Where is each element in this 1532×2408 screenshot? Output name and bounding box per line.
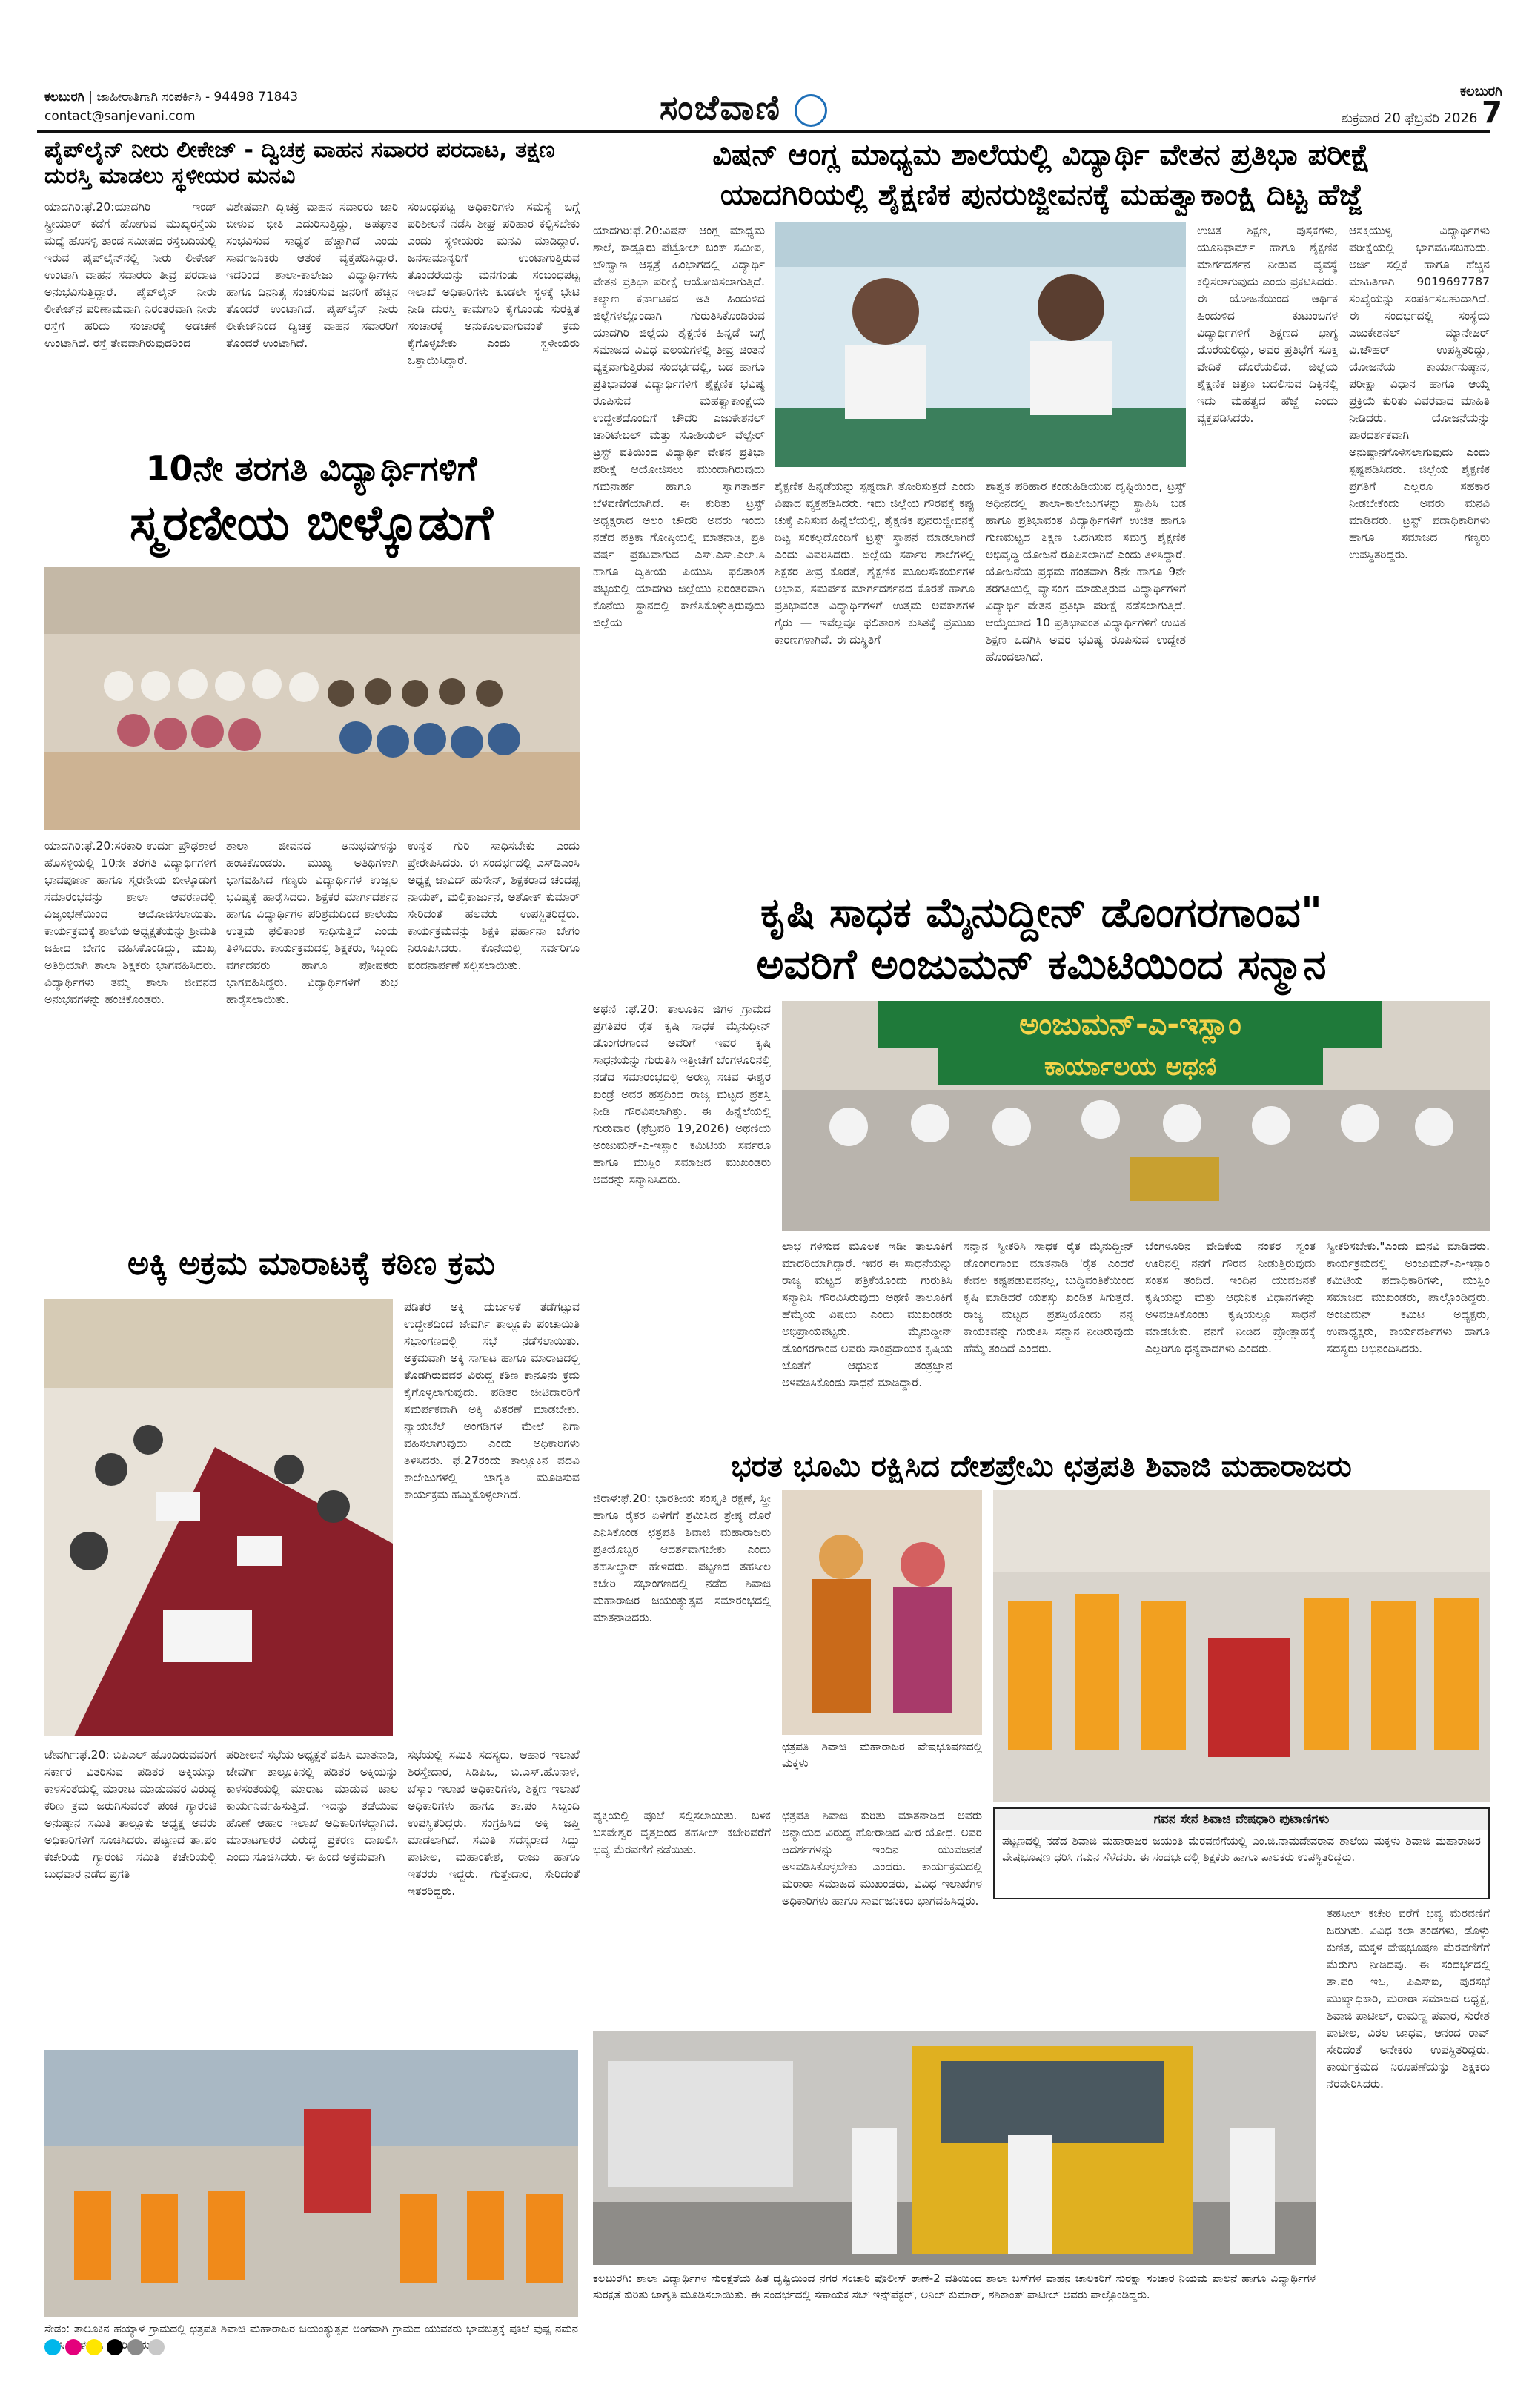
pipeline-col-3: ಸಂಬಂಧಪಟ್ಟ ಅಧಿಕಾರಿಗಳು ಸಮಸ್ಯೆ ಬಗ್ಗೆ ಪರಿಶೀಲನೆ ನಡೆಸಿ ಶೀಘ್ರ ಪರಿಹಾರ ಕಲ್ಪಿಸಬೇಕು ಎಂದು ಸ್ಥಳೀಯರು ಮನವಿ ಮಾಡಿದ್ದಾರೆ. ಜನಸಾಮಾನ್ಯರಿಗೆ ಉಂಟಾಗುತ್ತಿರುವ ತೊಂದರೆಯನ್ನು ಮನಗಂಡು ಸಂಬಂಧಪಟ್ಟ ಇಲಾಖೆ ಅಧಿಕಾರಿಗಳು ಕೂಡಲೇ ಸ್ಥಳಕ್ಕೆ ಭೇಟಿ ನೀಡಿ ದುರಸ್ತಿ ಕಾಮಗಾರಿ ಕೈಗೊಂಡು ಸುರಕ್ಷಿತ ಸಂಚಾರಕ್ಕೆ ಅನುಕೂಲವಾಗುವಂತೆ ಕ್ರಮ ಕೈಗೊಳ್ಳಬೇಕು ಎಂದು ಸ್ಥಳೀಯರು ಒತ್ತಾಯಿಸಿದ್ದಾರೆ. [408, 200, 580, 367]
shivaji-headline: ಭರತ ಭೂಮಿ ರಕ್ಷಿಸಿದ ದೇಶಪ್ರೇಮಿ ಛತ್ರಪತಿ ಶಿವಾಜಿ ಮಹಾರಾಜರು [731, 1449, 1352, 1484]
globe-icon [795, 94, 827, 127]
school-bus-caption: ಕಲಬುರಗಿ: ಶಾಲಾ ವಿದ್ಯಾರ್ಥಿಗಳ ಸುರಕ್ಷತೆಯ ಹಿತ ದೃಷ್ಟಿಯಿಂದ ನಗರ ಸಂಚಾರಿ ಪೊಲೀಸ್ ಠಾಣೆ-2 ವತಿಯಿಂದ ಶಾಲಾ ಬಸ್‌ಗಳ ವಾಹನ ಚಾಲಕರಿಗೆ ಸುರಕ್ಷಾ ಸಂಚಾರ ನಿಯಮ ಪಾಲನೆ ಹಾಗೂ ವಿದ್ಯಾರ್ಥಿಗಳ ಸುರಕ್ಷತೆ ಕುರಿತು ಜಾಗೃತಿ ಮೂಡಿಸಲಾಯಿತು. ಈ ಸಂದರ್ಭದಲ್ಲಿ ಸಹಾಯಕ ಸಬ್ ಇನ್ಸ್‌ಪೆಕ್ಟರ್, ಅನಿಲ್ ಕುಮಾರ್, ಶಶಿಕಾಂತ್ ಪಾಟೀಲ್ ಅವರು ಪಾಲ್ಗೊಂಡಿದ್ದರು. [593, 2272, 1316, 2301]
shivaji-kids-caption: ಛತ್ರಪತಿ ಶಿವಾಜಿ ಮಹಾರಾಜರ ವೇಷಭೂಷಣದಲ್ಲಿ ಮಕ್ಕಳು [782, 1740, 982, 1770]
krishi-col-3: ಸನ್ಮಾನ ಸ್ವೀಕರಿಸಿ ಸಾಧಕ ರೈತ ಮೈನುದ್ದೀನ್ ಡೊಂಗರಗಾಂವ ಮಾತನಾಡಿ 'ರೈತ ಎಂದರೆ ಕೇವಲ ಕಷ್ಟಪಡುವವನಲ್ಲ, ಬುದ್ಧಿವಂತಿಕೆಯಿಂದ ಕೃಷಿ ಮಾಡಿದರೆ ಯಶಸ್ಸು ಖಂಡಿತ ಸಿಗುತ್ತದೆ. ರಾಜ್ಯ ಮಟ್ಟದ ಪ್ರಶಸ್ತಿಯೊಂದು ನನ್ನ ಕಾಯಕವನ್ನು ಗುರುತಿಸಿ ಸನ್ಮಾನ ನೀಡಿರುವುದು ಹೆಮ್ಮೆ ತಂದಿದೆ ಎಂದರು. [964, 1240, 1134, 1355]
exam-col-5: ಆಸಕ್ತಿಯುಳ್ಳ ವಿದ್ಯಾರ್ಥಿಗಳು ಪರೀಕ್ಷೆಯಲ್ಲಿ ಭಾಗವಹಿಸಬಹುದು. ಅರ್ಜಿ ಸಲ್ಲಿಕೆ ಹಾಗೂ ಹೆಚ್ಚಿನ ಮಾಹಿತಿಗಾಗಿ 9019697787 ಸಂಖ್ಯೆಯನ್ನು ಸಂಪರ್ಕಿಸಬಹುದಾಗಿದೆ. ಈ ಸಂದರ್ಭದಲ್ಲಿ ಸಂಸ್ಥೆಯ ಎಜುಕೇಶನಲ್ ಮ್ಯಾನೇಜರ್ ವಿ.ಜೌಹರ್ ಉಪಸ್ಥಿತರಿದ್ದು, ಯೋಜನೆಯ ಕಾರ್ಯಾನುಷ್ಠಾನ, ಪರೀಕ್ಷಾ ವಿಧಾನ ಹಾಗೂ ಆಯ್ಕೆ ಪ್ರಕ್ರಿಯೆ ಕುರಿತು ವಿವರವಾದ ಮಾಹಿತಿ ನೀಡಿದರು. ಯೋಜನೆಯನ್ನು ಪಾರದರ್ಶಕವಾಗಿ ಅನುಷ್ಠಾನಗೊಳಿಸಲಾಗುವುದು ಎಂದು ಸ್ಪಷ್ಟಪಡಿಸಿದರು. ಜಿಲ್ಲೆಯ ಶೈಕ್ಷಣಿಕ ಪ್ರಗತಿಗೆ ಎಲ್ಲರೂ ಸಹಕಾರ ನೀಡಬೇಕೆಂದು ಅವರು ಮನವಿ ಮಾಡಿದರು. ಟ್ರಸ್ಟ್ ಪದಾಧಿಕಾರಿಗಳು ಹಾಗೂ ಸಮಾಜದ ಗಣ್ಯರು ಉಪಸ್ಥಿತರಿದ್ದರು. [1349, 224, 1490, 561]
issue-date: ಶುಕ್ರವಾರ 20 ಫೆಬ್ರವರಿ 2026 [1341, 110, 1478, 126]
masthead [0, 0, 1532, 141]
meeting-photo [44, 1299, 393, 1736]
logo-text: ಸಂಜೆವಾಣಿ [660, 87, 781, 128]
shivaji-caption-title: ಗವನ ಸೇನೆ ಶಿವಾಜಿ ವೇಷಧಾರಿ ಪುಟಾಣಿಗಳು [995, 1809, 1488, 1830]
advert-contact: ಜಾಹೀರಾತಿಗಾಗಿ ಸಂಪರ್ಕಿಸಿ - 94498 71843 [96, 90, 299, 105]
honor-headline-2: ಸ್ಮರಣೀಯ ಬೀಳ್ಕೊಡುಗೆ [130, 494, 493, 552]
exam-col-2: ಶೈಕ್ಷಣಿಕ ಹಿನ್ನಡೆಯನ್ನು ಸ್ಪಷ್ಟವಾಗಿ ತೋರಿಸುತ್ತದೆ ಎಂದು ವಿಷಾದ ವ್ಯಕ್ತಪಡಿಸಿದರು. ಇದು ಜಿಲ್ಲೆಯ ಗೌರವಕ್ಕೆ ಕಪ್ಪು ಚುಕ್ಕೆ ಎನಿಸುವ ಹಿನ್ನೆಲೆಯಲ್ಲಿ, ಶೈಕ್ಷಣಿಕ ಪುನರುಜ್ಜೀವನಕ್ಕೆ ದಿಟ್ಟ ಸಂಕಲ್ಪದೊಂದಿಗೆ ಟ್ರಸ್ಟ್ ಸ್ಥಾಪನೆ ಮಾಡಲಾಗಿದೆ ಎಂದು ವಿವರಿಸಿದರು. ಜಿಲ್ಲೆಯ ಸರ್ಕಾರಿ ಶಾಲೆಗಳಲ್ಲಿ ಶಿಕ್ಷಕರ ತೀವ್ರ ಕೊರತೆ, ಶೈಕ್ಷಣಿಕ ಮೂಲಸೌಕರ್ಯಗಳ ಅಭಾವ, ಸಮರ್ಪಕ ಮಾರ್ಗದರ್ಶನದ ಕೊರತೆ ಹಾಗೂ ಪ್ರತಿಭಾವಂತ ವಿದ್ಯಾರ್ಥಿಗಳಿಗೆ ಉತ್ತಮ ಅವಕಾಶಗಳ ಗೈರು — ಇವೆಲ್ಲವೂ ಫಲಿತಾಂಶ ಕುಸಿತಕ್ಕೆ ಪ್ರಮುಖ ಕಾರಣಗಳಾಗಿವೆ. ಈ ದುಸ್ಥಿತಿಗೆ [775, 480, 975, 646]
dot-light-grey [148, 2339, 165, 2355]
registration-dots [44, 2339, 169, 2358]
sedam-illustration [44, 2050, 578, 2317]
kids-costume-illustration [782, 1490, 982, 1735]
exam-headline-2: ಯಾದಗಿರಿಯಲ್ಲಿ ಶೈಕ್ಷಣಿಕ ಪುನರುಜ್ಜೀವನಕ್ಕೆ ಮಹತ್ವಾಕಾಂಕ್ಷಿ ದಿಟ್ಟ ಹೆಜ್ಜೆ [720, 178, 1363, 212]
edition-label: ಕಲಬುರಗಿ [44, 90, 84, 105]
rice-col-3: ಸಭೆಯಲ್ಲಿ ಸಮಿತಿ ಸದಸ್ಯರು, ಆಹಾರ ಇಲಾಖೆ ಶಿರಸ್ತೇದಾರ, ಸಿಡಿಪಿಒ, ಬಿ.ಎಸ್.ಹೊನಾಳ, ಬೆಸ್ಕಾಂ ಇಲಾಖೆ ಅಧಿಕಾರಿಗಳು, ಶಿಕ್ಷಣ ಇಲಾಖೆ ಅಧಿಕಾರಿಗಳು ಹಾಗೂ ತಾ.ಪಂ ಸಿಬ್ಬಂದಿ ಉಪಸ್ಥಿತರಿದ್ದರು. ಸಂಗ್ರಹಿಸಿದ ಅಕ್ಕಿ ಜಪ್ತಿ ಮಾಡಲಾಗಿದೆ. ಸಮಿತಿ ಸದಸ್ಯರಾದ ಸಿದ್ದು ಪಾಟೀಲ, ಮಹಾಂತೇಶ, ರಾಜು ಹಾಗೂ ಇತರರು ಇದ್ದರು. ಗುತ್ತೇದಾರ, ಸೇರಿದಂತೆ ಇತರರಿದ್ದರು. [408, 1748, 580, 1898]
page-number: 7 [1482, 96, 1502, 130]
shivaji-col-1b: ವ್ಯಕ್ತಿಯಲ್ಲಿ ಪೂಜೆ ಸಲ್ಲಿಸಲಾಯಿತು. ಬಳಿಕ ಬಸವೇಶ್ವರ ವೃತ್ತದಿಂದ ತಹಸೀಲ್ ಕಚೇರಿವರೆಗೆ ಭವ್ಯ ಮೆರವಣಿಗೆ ನಡೆಯಿತು. [593, 1809, 771, 1856]
honor-col-1: ಯಾದಗಿರಿ:ಫೆ.20:ಸರಕಾರಿ ಉರ್ದು ಪ್ರೌಢಶಾಲೆ ಹೊಸಳ್ಳಿಯಲ್ಲಿ 10ನೇ ತರಗತಿ ವಿದ್ಯಾರ್ಥಿಗಳಿಗೆ ಭಾವಪೂರ್ಣ ಹಾಗೂ ಸ್ಮರಣೀಯ ಬೀಳ್ಕೊಡುಗೆ ಸಮಾರಂಭವನ್ನು ಶಾಲಾ ಆವರಣದಲ್ಲಿ ವಿಜೃಂಭಣೆಯಿಂದ ಆಯೋಜಿಸಲಾಯಿತು. ಕಾರ್ಯಕ್ರಮಕ್ಕೆ ಶಾಲೆಯ ಅಧ್ಯಕ್ಷತೆಯನ್ನು ಶ್ರೀಮತಿ ಜಹೀದ ಬೇಗಂ ವಹಿಸಿಕೊಂಡಿದ್ದು, ಮುಖ್ಯ ಅತಿಥಿಯಾಗಿ ಶಾಲಾ ಶಿಕ್ಷಕರು ಭಾಗವಹಿಸಿದರು. ವಿದ್ಯಾರ್ಥಿಗಳು ತಮ್ಮ ಶಾಲಾ ಜೀವನದ ಅನುಭವಗಳನ್ನು ಹಂಚಿಕೊಂಡರು. [44, 839, 216, 1006]
pipeline-col-2: ವಿಶೇಷವಾಗಿ ದ್ವಿಚಕ್ರ ವಾಹನ ಸವಾರರು ಜಾರಿ ಬೀಳುವ ಭೀತಿ ಎದುರಿಸುತ್ತಿದ್ದು, ಅಪಘಾತ ಸಂಭವಿಸುವ ಸಾಧ್ಯತೆ ಹೆಚ್ಚಾಗಿದೆ ಎಂದು ಸಾರ್ವಜನಿಕರು ಆತಂಕ ವ್ಯಕ್ತಪಡಿಸಿದ್ದಾರೆ. ಇದರಿಂದ ಶಾಲಾ-ಕಾಲೇಜು ವಿದ್ಯಾರ್ಥಿಗಳು ಹಾಗೂ ದಿನನಿತ್ಯ ಸಂಚರಿಸುವ ಜನರಿಗೆ ಹೆಚ್ಚಿನ ತೊಂದರೆ ಉಂಟಾಗಿದೆ. ಪೈಪ್‌ಲೈನ್ ನೀರು ಲೀಕೇಜ್‌ನಿಂದ ದ್ವಿಚಕ್ರ ವಾಹನ ಸವಾರರಿಗೆ ತೊಂದರೆ ಉಂಟಾಗಿದೆ. [226, 200, 398, 350]
krishi-headline-1: ಕೃಷಿ ಸಾಧಕ ಮೈನುದ್ದೀನ್ ಡೊಂಗರಗಾಂವ" [760, 889, 1323, 937]
newspaper-logo [660, 87, 827, 129]
krishi-col-5: ಸ್ವೀಕರಿಸಬೇಕು."ಎಂದು ಮನವಿ ಮಾಡಿದರು. ಕಾರ್ಯಕ್ರಮದಲ್ಲಿ ಅಂಜುಮನ್-ಎ-ಇಸ್ಲಾಂ ಕಮಿಟಿಯ ಪದಾಧಿಕಾರಿಗಳು, ಮುಸ್ಲಿಂ ಸಮಾಜದ ಮುಖಂಡರು, ಪಾಲ್ಗೊಂಡಿದ್ದರು. ಅಂಜುಮನ್ ಕಮಿಟಿ ಅಧ್ಯಕ್ಷರು, ಉಪಾಧ್ಯಕ್ಷರು, ಕಾರ್ಯದರ್ಶಿಗಳು ಹಾಗೂ ಸದಸ್ಯರು ಅಭಿನಂದಿಸಿದರು. [1327, 1240, 1490, 1355]
dot-magenta [65, 2339, 82, 2355]
sedam-caption: ಸೇಡಂ: ತಾಲೂಕಿನ ಹಯ್ಯಾಳ ಗ್ರಾಮದಲ್ಲಿ ಛತ್ರಪತಿ ಶಿವಾಜಿ ಮಹಾರಾಜರ ಜಯಂತ್ಯುತ್ಸವ ಅಂಗವಾಗಿ ಗ್ರಾಮದ ಯುವಕರು ಭಾವಚಿತ್ರಕ್ಕೆ ಪೂಜೆ ಪುಷ್ಪ ನಮನ [44, 2322, 578, 2335]
shivaji-caption-text: ಪಟ್ಟಣದಲ್ಲಿ ನಡೆದ ಶಿವಾಜಿ ಮಹಾರಾಜರ ಜಯಂತಿ ಮೆರವಣಿಗೆಯಲ್ಲಿ ಎಂ.ಜಿ.ನಾಮದೇವರಾವ ಶಾಲೆಯ ಮಕ್ಕಳು ಶಿವಾಜಿ ಮಹಾರಾಜರ ವೇಷಭೂಷಣ ಧರಿಸಿ ಗಮನ ಸೆಳೆದರು. ಈ ಸಂದರ್ಭದಲ್ಲಿ ಶಿಕ್ಷಕರು ಹಾಗೂ ಪಾಲಕರು ಉಪಸ್ಥಿತರಿದ್ದರು. [1002, 1834, 1481, 1864]
krishi-col-2: ಲಾಭ ಗಳಿಸುವ ಮೂಲಕ ಇಡೀ ತಾಲೂಕಿಗೆ ಮಾದರಿಯಾಗಿದ್ದಾರೆ. ಇವರ ಈ ಸಾಧನೆಯನ್ನು ರಾಜ್ಯ ಮಟ್ಟದ ಪತ್ರಿಕೆಯೊಂದು ಗುರುತಿಸಿ ಸನ್ಮಾನಿಸಿ ಗೌರವಿಸಿರುವುದು ಅಥಣಿ ತಾಲೂಕಿಗೆ ಹೆಮ್ಮೆಯ ವಿಷಯ ಎಂದು ಮುಖಂಡರು ಅಭಿಪ್ರಾಯಪಟ್ಟರು. ಮೈನುದ್ದೀನ್ ಡೊಂಗರಗಾಂವ ಅವರು ಸಾಂಪ್ರದಾಯಿಕ ಕೃಷಿಯ ಜೊತೆಗೆ ಆಧುನಿಕ ತಂತ್ರಜ್ಞಾನ ಅಳವಡಿಸಿಕೊಂಡು ಸಾಧನೆ ಮಾಡಿದ್ದಾರೆ. [782, 1240, 952, 1389]
sedam-shivaji-photo [44, 2050, 578, 2317]
krishi-headline-2: ಅವರಿಗೆ ಅಂಜುಮನ್ ಕಮಿಟಿಯಿಂದ ಸನ್ಮಾನ [756, 941, 1327, 989]
masthead-rule [37, 130, 1490, 133]
honor-col-3: ಉನ್ನತ ಗುರಿ ಸಾಧಿಸಬೇಕು ಎಂದು ಪ್ರೇರೇಪಿಸಿದರು. ಈ ಸಂದರ್ಭದಲ್ಲಿ ಎಸ್‌ಡಿಎಂಸಿ ಅಧ್ಯಕ್ಷ ಜಾವಿದ್ ಹುಸೇನ್, ಶಿಕ್ಷಕರಾದ ಚಂದಪ್ಪ ನಾಯಕ್, ಮಲ್ಲಿಕಾರ್ಜುನ, ಅಶೋಕ್ ಕುಮಾರ್ ಸೇರಿದಂತೆ ಹಲವರು ಉಪಸ್ಥಿತರಿದ್ದರು. ಕಾರ್ಯಕ್ರಮವನ್ನು ಶಿಕ್ಷಕಿ ಫರ್ಹಾನಾ ಬೇಗಂ ನಿರೂಪಿಸಿದರು. ಕೊನೆಯಲ್ಲಿ ಸರ್ವರಿಗೂ ವಂದನಾರ್ಪಣೆ ಸಲ್ಲಿಸಲಾಯಿತು. [408, 839, 580, 972]
anjuman-honor-photo [782, 1001, 1490, 1231]
dot-yellow [86, 2339, 102, 2355]
masthead-left: ಕಲಬುರಗಿ | ಜಾಹೀರಾತಿಗಾಗಿ ಸಂಪರ್ಕಿಸಿ - 94498 71843 contact@sanjevani.com [44, 87, 298, 126]
shivaji-procession-photo [993, 1490, 1490, 1802]
krishi-col-4: ಬೆಂಗಳೂರಿನ ವೇದಿಕೆಯ ನಂತರ ಸ್ವಂತ ಊರಿನಲ್ಲಿ ನನಗೆ ಗೌರವ ನೀಡುತ್ತಿರುವುದು ಸಂತಸ ತಂದಿದೆ. ಇಂದಿನ ಯುವಜನತೆ ಕೃಷಿಯನ್ನು ಮತ್ತು ಆಧುನಿಕ ವಿಧಾನಗಳನ್ನು ಅಳವಡಿಸಿಕೊಂಡು ಕೃಷಿಯಲ್ಲೂ ಸಾಧನೆ ಮಾಡಬೇಕು. ನನಗೆ ನೀಡಿದ ಪ್ರೋತ್ಸಾಹಕ್ಕೆ ಎಲ್ಲರಿಗೂ ಧನ್ಯವಾದಗಳು ಎಂದರು. [1145, 1240, 1316, 1355]
students-group-photo [44, 567, 580, 830]
pipeline-col-1: ಯಾದಗಿರಿ:ಫೆ.20:ಯಾದಗಿರಿ ಇಂಡ್ ಸ್ಟ್ರೀಯಾರ್ ಕಡೆಗೆ ಹೋಗುವ ಮುಖ್ಯರಸ್ತೆಯ ಮಧ್ಯೆ ಹೊಸಳ್ಳಿ ತಾಂಡ ಸಮೀಪದ ರಸ್ತೆಬದಿಯಲ್ಲಿ ಇರುವ ಪೈಪ್‌ಲೈನ್‌ನಲ್ಲಿ ನೀರು ಲೀಕೇಜ್ ಉಂಟಾಗಿ ವಾಹನ ಸವಾರರು ತೀವ್ರ ಪರದಾಟ ಅನುಭವಿಸುತ್ತಿದ್ದಾರೆ. ಪೈಪ್‌ಲೈನ್ ನೀರು ಲೀಕೇಜ್‌ನ ಪರಿಣಾಮವಾಗಿ ನಿರಂತರವಾಗಿ ನೀರು ರಸ್ತೆಗೆ ಹರಿದು ಸಂಚಾರಕ್ಕೆ ಅಡಚಣೆ ಉಂಟಾಗಿದೆ. ರಸ್ತೆ ತೇವವಾಗಿರುವುದರಿಂದ [44, 200, 216, 350]
dot-grey [127, 2339, 144, 2355]
shivaji-col-right: ತಹಸೀಲ್ ಕಚೇರಿ ವರೆಗೆ ಭವ್ಯ ಮೆರವಣಿಗೆ ಜರುಗಿತು. ವಿವಿಧ ಕಲಾ ತಂಡಗಳು, ಡೊಳ್ಳು ಕುಣಿತ, ಮಕ್ಕಳ ವೇಷಭೂಷಣ ಮೆರವಣಿಗೆಗೆ ಮೆರುಗು ನೀಡಿದವು. ಈ ಸಂದರ್ಭದಲ್ಲಿ ತಾ.ಪಂ ಇಒ, ಪಿಎಸ್‌ಐ, ಪುರಸಭೆ ಮುಖ್ಯಾಧಿಕಾರಿ, ಮರಾಠಾ ಸಮಾಜದ ಅಧ್ಯಕ್ಷ, ಶಿವಾಜಿ ಪಾಟೀಲ್, ರಾಮಣ್ಣ ಪವಾರ, ಸುರೇಶ ಪಾಟೀಲ, ವಿಠಲ ಜಾಧವ, ಆನಂದ ರಾವ್ ಸೇರಿದಂತೆ ಅನೇಕರು ಉಪಸ್ಥಿತರಿದ್ದರು. ಕಾರ್ಯಕ್ರಮದ ನಿರೂಪಣೆಯನ್ನು ಶಿಕ್ಷಕರು ನೆರವೇರಿಸಿದರು. [1327, 1907, 1490, 2091]
shivaji-col-2: ಛತ್ರಪತಿ ಶಿವಾಜಿ ಕುರಿತು ಮಾತನಾಡಿದ ಅವರು ಅನ್ಯಾಯದ ವಿರುದ್ಧ ಹೋರಾಡಿದ ವೀರ ಯೋಧ. ಅವರ ಆದರ್ಶಗಳನ್ನು ಇಂದಿನ ಯುವಜನತೆ ಅಳವಡಿಸಿಕೊಳ್ಳಬೇಕು ಎಂದರು. ಕಾರ್ಯಕ್ರಮದಲ್ಲಿ ಮರಾಠಾ ಸಮಾಜದ ಮುಖಂಡರು, ವಿವಿಧ ಇಲಾಖೆಗಳ ಅಧಿಕಾರಿಗಳು ಹಾಗೂ ಸಾರ್ವಜನಿಕರು ಭಾಗವಹಿಸಿದ್ದರು. [782, 1809, 982, 1908]
exam-col-4: ಉಚಿತ ಶಿಕ್ಷಣ, ಪುಸ್ತಕಗಳು, ಯೂನಿಫಾರ್ಮ್ ಹಾಗೂ ಶೈಕ್ಷಣಿಕ ಮಾರ್ಗದರ್ಶನ ನೀಡುವ ವ್ಯವಸ್ಥೆ ಕಲ್ಪಿಸಲಾಗುವುದು ಎಂದು ಪ್ರಕಟಿಸಿದರು. ಈ ಯೋಜನೆಯಿಂದ ಆರ್ಥಿಕ ಹಿಂದುಳಿದ ಕುಟುಂಬಗಳ ವಿದ್ಯಾರ್ಥಿಗಳಿಗೆ ಶಿಕ್ಷಣದ ಭಾಗ್ಯ ದೊರೆಯಲಿದ್ದು, ಅವರ ಪ್ರತಿಭೆಗೆ ಸೂಕ್ತ ವೇದಿಕೆ ದೊರೆಯಲಿದೆ. ಜಿಲ್ಲೆಯ ಶೈಕ್ಷಣಿಕ ಚಿತ್ರಣ ಬದಲಿಸುವ ದಿಕ್ಕಿನಲ್ಲಿ ಇದು ಮಹತ್ವದ ಹೆಜ್ಜೆ ಎಂದು ವ್ಯಕ್ತಪಡಿಸಿದರು. [1197, 224, 1338, 425]
rice-side-col: ಪಡಿತರ ಅಕ್ಕಿ ದುರ್ಬಳಕೆ ತಡೆಗಟ್ಟುವ ಉದ್ದೇಶದಿಂದ ಜೇವರ್ಗಿ ತಾಲ್ಲೂಕು ಪಂಚಾಯಿತಿ ಸಭಾಂಗಣದಲ್ಲಿ ಸಭೆ ನಡೆಸಲಾಯಿತು. ಅಕ್ರಮವಾಗಿ ಅಕ್ಕಿ ಸಾಗಾಟ ಹಾಗೂ ಮಾರಾಟದಲ್ಲಿ ತೊಡಗಿರುವವರ ವಿರುದ್ಧ ಕಠಿಣ ಕಾನೂನು ಕ್ರಮ ಕೈಗೊಳ್ಳಲಾಗುವುದು. ಪಡಿತರ ಚೀಟಿದಾರರಿಗೆ ಸಮರ್ಪಕವಾಗಿ ಅಕ್ಕಿ ವಿತರಣೆ ಮಾಡಬೇಕು. ನ್ಯಾಯಬೆಲೆ ಅಂಗಡಿಗಳ ಮೇಲೆ ನಿಗಾ ವಹಿಸಲಾಗುವುದು ಎಂದು ಅಧಿಕಾರಿಗಳು ತಿಳಿಸಿದರು. ಫೆ.27ರಂದು ತಾಲ್ಲೂಕಿನ ಪದವಿ ಕಾಲೇಜುಗಳಲ್ಲಿ ಜಾಗೃತಿ ಮೂಡಿಸುವ ಕಾರ್ಯಕ್ರಮ ಹಮ್ಮಿಕೊಳ್ಳಲಾಗಿದೆ. [404, 1300, 580, 1501]
krishi-col-1: ಅಥಣಿ :ಫೆ.20: ತಾಲೂಕಿನ ಜಿಗಳ ಗ್ರಾಮದ ಪ್ರಗತಿಪರ ರೈತ ಕೃಷಿ ಸಾಧಕ ಮೈನುದ್ದೀನ್ ಡೊಂಗರಗಾಂವ ಅವರಿಗೆ ಇವರ ಕೃಷಿ ಸಾಧನೆಯನ್ನು ಗುರುತಿಸಿ ಇತ್ತೀಚೆಗೆ ಬೆಂಗಳೂರಿನಲ್ಲಿ ನಡೆದ ಸಮಾರಂಭದಲ್ಲಿ ಅರಣ್ಯ ಸಚಿವ ಈಶ್ವರ ಖಂಡ್ರೆ ಅವರ ಹಸ್ತದಿಂದ ರಾಜ್ಯ ಮಟ್ಟದ ಪ್ರಶಸ್ತಿ ನೀಡಿ ಗೌರವಿಸಲಾಗಿತ್ತು. ಈ ಹಿನ್ನೆಲೆಯಲ್ಲಿ ಗುರುವಾರ (ಫೆಬ್ರವರಿ 19,2026) ಅಥಣಿಯ ಅಂಜುಮನ್-ಎ-ಇಸ್ಲಾಂ ಕಮಿಟಿಯ ಸರ್ವರೂ ಹಾಗೂ ಮುಸ್ಲಿಂ ಸಮಾಜದ ಮುಖಂಡರು ಅವರನ್ನು ಸನ್ಮಾನಿಸಿದರು. [593, 1002, 771, 1186]
shivaji-col-1: ಜಿರಾಳ:ಫೆ.20: ಭಾರತೀಯ ಸಂಸ್ಕೃತಿ ರಕ್ಷಣೆ, ಸ್ತ್ರೀ ಹಾಗೂ ರೈತರ ಏಳಿಗೆಗೆ ಶ್ರಮಿಸಿದ ಶ್ರೇಷ್ಠ ದೊರೆ ಎನಿಸಿಕೊಂಡ ಛತ್ರಪತಿ ಶಿವಾಜಿ ಮಹಾರಾಜರು ಪ್ರತಿಯೊಬ್ಬರ ಆದರ್ಶವಾಗಬೇಕು ಎಂದು ತಹಸೀಲ್ದಾರ್ ಹೇಳಿದರು. ಪಟ್ಟಣದ ತಹಸೀಲ ಕಚೇರಿ ಸಭಾಂಗಣದಲ್ಲಿ ನಡೆದ ಶಿವಾಜಿ ಮಹಾರಾಜರ ಜಯಂತ್ಯುತ್ಸವ ಸಮಾರಂಭದಲ್ಲಿ ಮಾತನಾಡಿದರು. [593, 1492, 771, 1624]
exam-press-photo [775, 222, 1186, 467]
anjuman-banner-2: ಕಾರ್ಯಾಲಯ ಅಥಣಿ [938, 1048, 1323, 1085]
meeting-illustration [44, 1299, 393, 1736]
rice-col-2: ಪರಿಶೀಲನೆ ಸಭೆಯ ಅಧ್ಯಕ್ಷತೆ ವಹಿಸಿ ಮಾತನಾಡಿ, ಜೇವರ್ಗಿ ತಾಲ್ಲೂಕಿನಲ್ಲಿ ಪಡಿತರ ಅಕ್ಕಿಯನ್ನು ಕಾಳಸಂತೆಯಲ್ಲಿ ಮಾರಾಟ ಮಾಡುವ ಜಾಲ ಕಾರ್ಯನಿರ್ವಹಿಸುತ್ತಿದೆ. ಇದನ್ನು ತಡೆಯುವ ಹೊಣೆ ಆಹಾರ ಇಲಾಖೆ ಅಧಿಕಾರಿಗಳದ್ದಾಗಿದೆ. ಮಾರಾಟಗಾರರ ವಿರುದ್ಧ ಪ್ರಕರಣ ದಾಖಲಿಸಿ ಎಂದು ಸೂಚಿಸಿದರು. ಈ ಹಿಂದೆ ಅಕ್ರಮವಾಗಿ [226, 1748, 398, 1864]
school-bus-safety-photo [593, 2031, 1316, 2265]
anjuman-banner-1: ಅಂಜುಮನ್-ಎ-ಇಸ್ಲಾಂ [878, 1001, 1382, 1048]
honor-col-2: ಶಾಲಾ ಜೀವನದ ಅನುಭವಗಳನ್ನು ಹಂಚಿಕೊಂಡರು. ಮುಖ್ಯ ಅತಿಥಿಗಳಾಗಿ ಭಾಗವಹಿಸಿದ ಗಣ್ಯರು ವಿದ್ಯಾರ್ಥಿಗಳ ಉಜ್ವಲ ಭವಿಷ್ಯಕ್ಕೆ ಹಾರೈಸಿದರು. ಶಿಕ್ಷಕರ ಮಾರ್ಗದರ್ಶನ ಹಾಗೂ ವಿದ್ಯಾರ್ಥಿಗಳ ಪರಿಶ್ರಮದಿಂದ ಶಾಲೆಯು ಉತ್ತಮ ಫಲಿತಾಂಶ ಸಾಧಿಸುತ್ತಿದೆ ಎಂದು ತಿಳಿಸಿದರು. ಕಾರ್ಯಕ್ರಮದಲ್ಲಿ ಶಿಕ್ಷಕರು, ಸಿಬ್ಬಂದಿ ವರ್ಗದವರು ಹಾಗೂ ಪೋಷಕರು ಭಾಗವಹಿಸಿದ್ದರು. ವಿದ್ಯಾರ್ಥಿಗಳಿಗೆ ಶುಭ ಹಾರೈಸಲಾಯಿತು. [226, 839, 398, 1006]
exam-col-3: ಶಾಶ್ವತ ಪರಿಹಾರ ಕಂಡುಹಿಡಿಯುವ ದೃಷ್ಟಿಯಿಂದ, ಟ್ರಸ್ಟ್ ಅಧೀನದಲ್ಲಿ ಶಾಲಾ-ಕಾಲೇಜುಗಳನ್ನು ಸ್ಥಾಪಿಸಿ ಬಡ ಹಾಗೂ ಪ್ರತಿಭಾವಂತ ವಿದ್ಯಾರ್ಥಿಗಳಿಗೆ ಉಚಿತ ಹಾಗೂ ಗುಣಮಟ್ಟದ ಶಿಕ್ಷಣ ಒದಗಿಸುವ ಸಮಗ್ರ ಶೈಕ್ಷಣಿಕ ಅಭಿವೃದ್ಧಿ ಯೋಜನೆ ರೂಪಿಸಲಾಗಿದೆ ಎಂದು ತಿಳಿಸಿದ್ದಾರೆ. ಯೋಜನೆಯ ಪ್ರಥಮ ಹಂತವಾಗಿ 8ನೇ ಹಾಗೂ 9ನೇ ತರಗತಿಯಲ್ಲಿ ವ್ಯಾಸಂಗ ಮಾಡುತ್ತಿರುವ ವಿದ್ಯಾರ್ಥಿಗಳಿಗೆ ವಿದ್ಯಾರ್ಥಿ ವೇತನ ಪ್ರತಿಭಾ ಪರೀಕ್ಷೆ ನಡೆಸಲಾಗುತ್ತಿದೆ. ಆಯ್ಕೆಯಾದ 10 ಪ್ರತಿಭಾವಂತ ವಿದ್ಯಾರ್ಥಿಗಳಿಗೆ ಉಚಿತ ಶಿಕ್ಷಣ ಒದಗಿಸಿ ಅವರ ಭವಿಷ್ಯ ರೂಪಿಸುವ ಉದ್ದೇಶ ಹೊಂದಲಾಗಿದೆ. [986, 480, 1186, 664]
school-bus-illustration [593, 2031, 1316, 2265]
dot-black [107, 2339, 123, 2355]
edition-right: ಕಲಬುರಗಿ [1459, 84, 1502, 99]
exam-headline-1: ವಿಷನ್ ಆಂಗ್ಲ ಮಾಧ್ಯಮ ಶಾಲೆಯಲ್ಲಿ ವಿದ್ಯಾರ್ಥಿ ವೇತನ ಪ್ರತಿಭಾ ಪರೀಕ್ಷೆ [712, 138, 1370, 172]
exam-col-1: ಯಾದಗಿರಿ:ಫೆ.20:ವಿಷನ್ ಆಂಗ್ಲ ಮಾಧ್ಯಮ ಶಾಲೆ, ಕಾಡ್ಲೂರು ಪೆಟ್ರೋಲ್ ಬಂಕ್ ಸಮೀಪ, ಚೌಹ್ವಾಣ ಆಸ್ಪತ್ರೆ ಹಿಂಭಾಗದಲ್ಲಿ ವಿದ್ಯಾರ್ಥಿ ವೇತನ ಪ್ರತಿಭಾ ಪರೀಕ್ಷೆ ಆಯೋಜಿಸಲಾಗುತ್ತಿದೆ. ಕಲ್ಯಾಣ ಕರ್ನಾಟಕದ ಅತಿ ಹಿಂದುಳಿದ ಜಿಲ್ಲೆಗಳಲ್ಲೊಂದಾಗಿ ಗುರುತಿಸಿಕೊಂಡಿರುವ ಯಾದಗಿರಿ ಜಿಲ್ಲೆಯ ಶೈಕ್ಷಣಿಕ ಹಿನ್ನಡೆ ಬಗ್ಗೆ ಸಮಾಜದ ವಿವಿಧ ವಲಯಗಳಲ್ಲಿ ತೀವ್ರ ಚಿಂತನೆ ವ್ಯಕ್ತವಾಗುತ್ತಿರುವ ಸಂದರ್ಭದಲ್ಲಿ, ಬಡ ಹಾಗೂ ಪ್ರತಿಭಾವಂತ ವಿದ್ಯಾರ್ಥಿಗಳಿಗೆ ಶೈಕ್ಷಣಿಕ ಭವಿಷ್ಯ ರೂಪಿಸುವ ಮಹತ್ವಾಕಾಂಕ್ಷೆಯ ಉದ್ದೇಶದೊಂದಿಗೆ ಚೌದರಿ ಎಜುಕೇಶನಲ್ ಚಾರಿಟೇಬಲ್ ಮತ್ತು ಸೋಶಿಯಲ್ ವೆಲ್ಫೇರ್ ಟ್ರಸ್ಟ್ ವತಿಯಿಂದ ವಿದ್ಯಾರ್ಥಿ ವೇತನ ಪ್ರತಿಭಾ ಪರೀಕ್ಷೆ ಆಯೋಜಿಸಲು ಮುಂದಾಗಿರುವುದು ಗಮನಾರ್ಹ ಹಾಗೂ ಸ್ವಾಗತಾರ್ಹ ಬೆಳವಣಿಗೆಯಾಗಿದೆ. ಈ ಕುರಿತು ಟ್ರಸ್ಟ್ ಅಧ್ಯಕ್ಷರಾದ ಅಲಂ ಚೌದರಿ ಅವರು ಇಂದು ನಡೆದ ಪತ್ರಿಕಾ ಗೋಷ್ಠಿಯಲ್ಲಿ ಮಾತನಾಡಿ, ಪ್ರತಿ ವರ್ಷ ಪ್ರಕಟವಾಗುವ ಎಸ್.ಎಸ್.ಎಲ್.ಸಿ ಹಾಗೂ ದ್ವಿತೀಯ ಪಿಯುಸಿ ಫಲಿತಾಂಶ ಪಟ್ಟಿಯಲ್ಲಿ ಯಾದಗಿರಿ ಜಿಲ್ಲೆಯು ನಿರಂತರವಾಗಿ ಕೊನೆಯ ಸ್ಥಾನದಲ್ಲಿ ಕಾಣಿಸಿಕೊಳ್ಳುತ್ತಿರುವುದು ಜಿಲ್ಲೆಯ [593, 224, 765, 629]
pipeline-headline: ಪೈಪ್‌ಲೈನ್ ನೀರು ಲೀಕೇಜ್ - ದ್ವಿಚಕ್ರ ವಾಹನ ಸವಾರರ ಪರದಾಟ, ತಕ್ಷಣ ದುರಸ್ತಿ ಮಾಡಲು ಸ್ಥಳೀಯರ ಮನವಿ [44, 137, 555, 189]
shivaji-kids-photo [782, 1490, 982, 1735]
shivaji-caption-box [993, 1807, 1490, 1899]
press-meet-illustration [775, 222, 1186, 467]
rice-headline: ಅಕ್ಕಿ ಅಕ್ರಮ ಮಾರಾಟಕ್ಕೆ ಕಠಿಣ ಕ್ರಮ [127, 1245, 495, 1283]
masthead-right [1341, 82, 1502, 129]
procession-illustration [993, 1490, 1490, 1802]
honor-headline-1: 10ನೇ ತರಗತಿ ವಿದ್ಯಾರ್ಥಿಗಳಿಗೆ [145, 449, 477, 489]
students-group-illustration [44, 567, 580, 830]
rice-col-1: ಜೇವರ್ಗಿ:ಫೆ.20: ಬಿಪಿಎಲ್ ಹೊಂದಿರುವವರಿಗೆ ಸರ್ಕಾರ ವಿತರಿಸುವ ಪಡಿತರ ಅಕ್ಕಿಯನ್ನು ಕಾಳಸಂತೆಯಲ್ಲಿ ಮಾರಾಟ ಮಾಡುವವರ ವಿರುದ್ಧ ಕಠಿಣ ಕ್ರಮ ಜರುಗಿಸುವಂತೆ ಪಂಚ ಗ್ಯಾರಂಟಿ ಅನುಷ್ಠಾನ ಸಮಿತಿ ತಾಲ್ಲೂಕು ಅಧ್ಯಕ್ಷ ಅವರು ಅಧಿಕಾರಿಗಳಿಗೆ ಸೂಚಿಸಿದರು. ಪಟ್ಟಣದ ತಾ.ಪಂ ಕಚೇರಿಯ ಗ್ಯಾರಂಟಿ ಸಮಿತಿ ಕಚೇರಿಯಲ್ಲಿ ಬುಧವಾರ ನಡೆದ ಪ್ರಗತಿ [44, 1748, 216, 1881]
contact-email: contact@sanjevani.com [44, 109, 196, 124]
dot-cyan [44, 2339, 61, 2355]
